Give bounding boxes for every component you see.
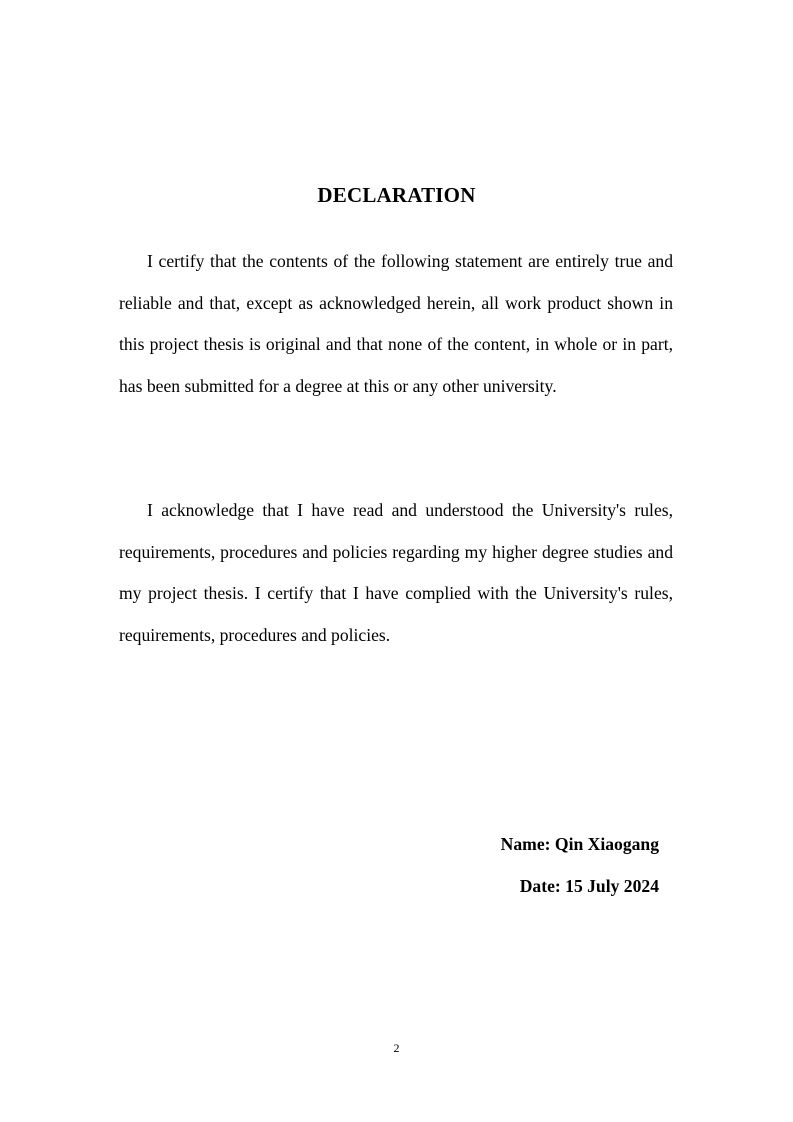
signature-name: Name: Qin Xiaogang	[500, 834, 659, 854]
declaration-paragraph-acknowledge: I acknowledge that I have read and understood the University's rules, requirements, procedures and policies regarding my higher degree studies and my project thesis. I certify that I have complied with the University's rules, requirements, procedures and policies.	[119, 500, 673, 645]
signature-date: Date: 15 July 2024	[519, 876, 659, 896]
page-number: 2	[393, 1041, 400, 1055]
declaration-paragraph-certify: I certify that the contents of the following statement are entirely true and reliable and that, except as acknowledged herein, all work product shown in this project thesis is original and that none of the content, in whole or in part, has been submitted for a degree at this or any other university.	[119, 251, 673, 396]
page-title: DECLARATION	[317, 183, 476, 207]
